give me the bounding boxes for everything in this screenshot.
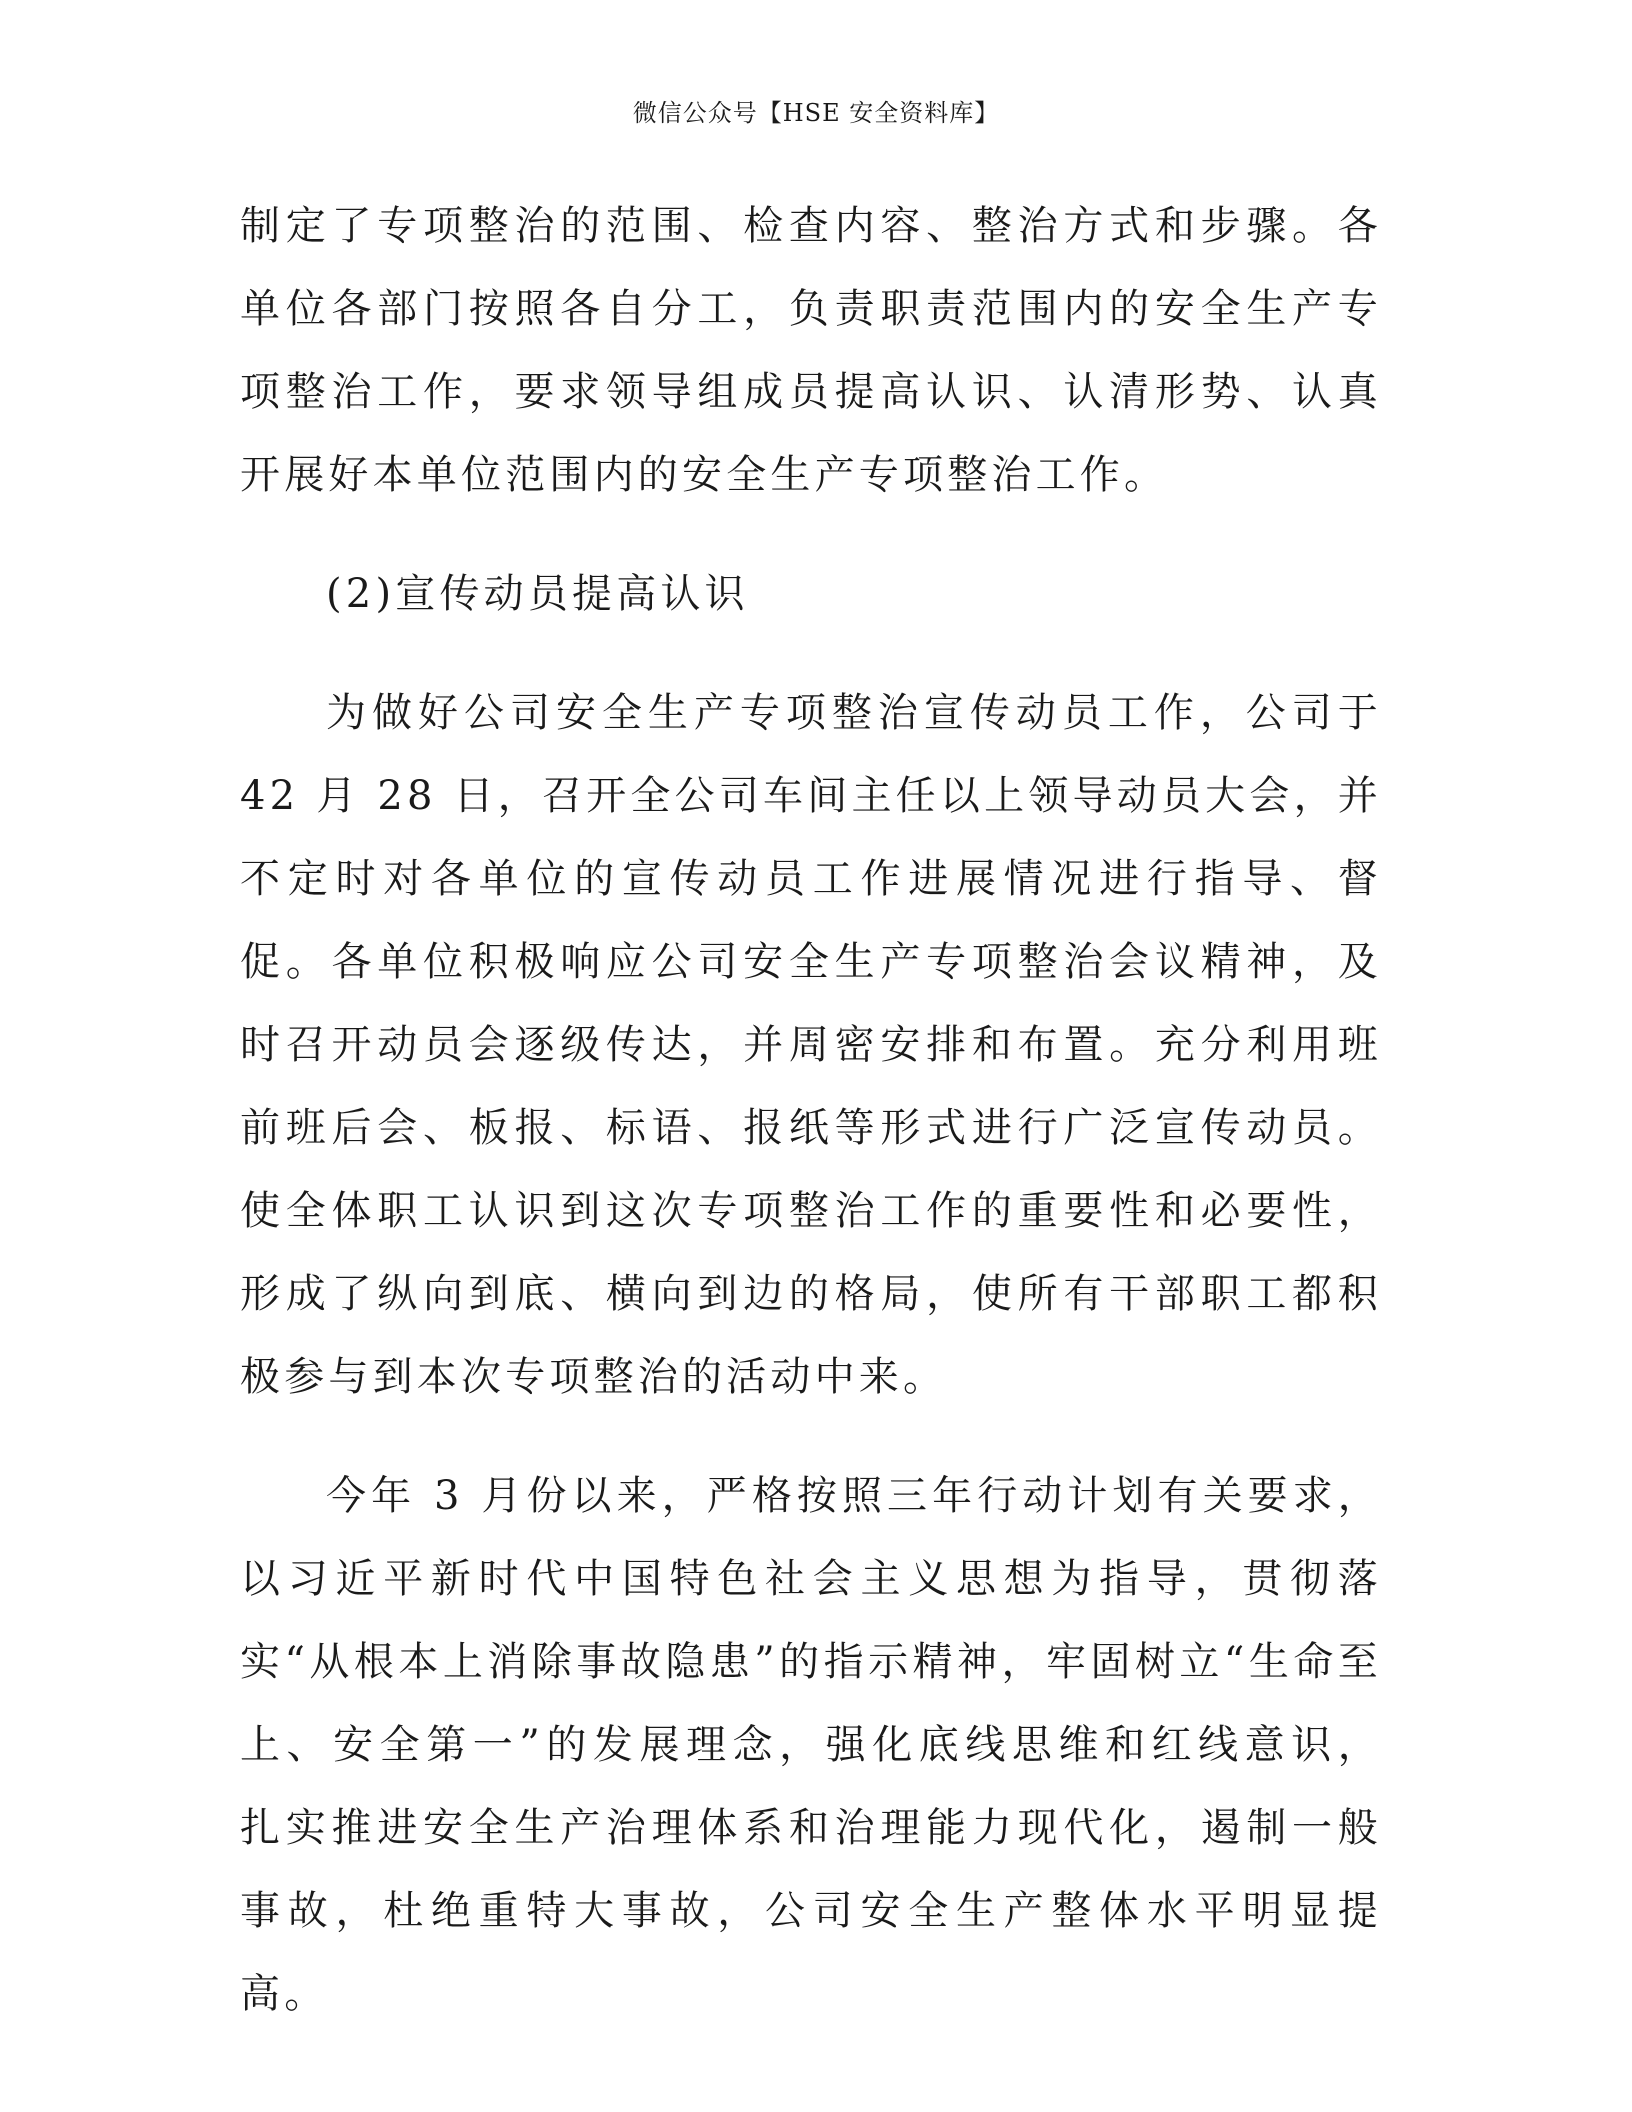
section-heading: (2)宣传动员提高认识 [326, 571, 749, 617]
paragraph-march-actions: 今年 3 月份以来，严格按照三年行动计划有关要求，以习近平新时代中国特色社会主义思想为指导，贯彻落实“从根本上消除事故隐患”的指示精神，牢固树立“生命至上、安全第一”的发展理念，强化底线思维和红线意识， 扎实推进安全生产治理体系和治理能力现代化，遏制一般事故，杜绝重特大事故，公司安全生产整体水平明显提高。 [240, 1473, 1382, 2017]
paragraph-continuation: 制定了专项整治的范围、检查内容、整治方式和步骤。各单位各部门按照各自分工，负责职责范围内的安全生产专项整治工作，要求领导组成员提高认识、认清形势、认真开展好本单位范围内的安全生产专项整治工作。 [240, 203, 1382, 498]
document-body [240, 185, 1382, 2072]
page-header: 微信公众号【HSE 安全资料库】 [632, 99, 1000, 127]
paragraph-publicity: 为做好公司安全生产专项整治宣传动员工作，公司于 42 月 28 日，召开全公司车间主任以上领导动员大会，并不定时对各单位的宣传动员工作进展情况进行指导、督促。各单位积极响应公司安全生产专项整治会议精神，及时召开动员会逐级传达，并周密安排和布置。充分利用班前班后会、板报、标语、报纸等形式进行广泛宣传动员。使全体职工认识到这次专项整治工作的重要性和必要性，形成了纵向到底、横向到边的格局，使所有干部职工都积极参与到本次专项整治的活动中来。 [240, 690, 1382, 1400]
